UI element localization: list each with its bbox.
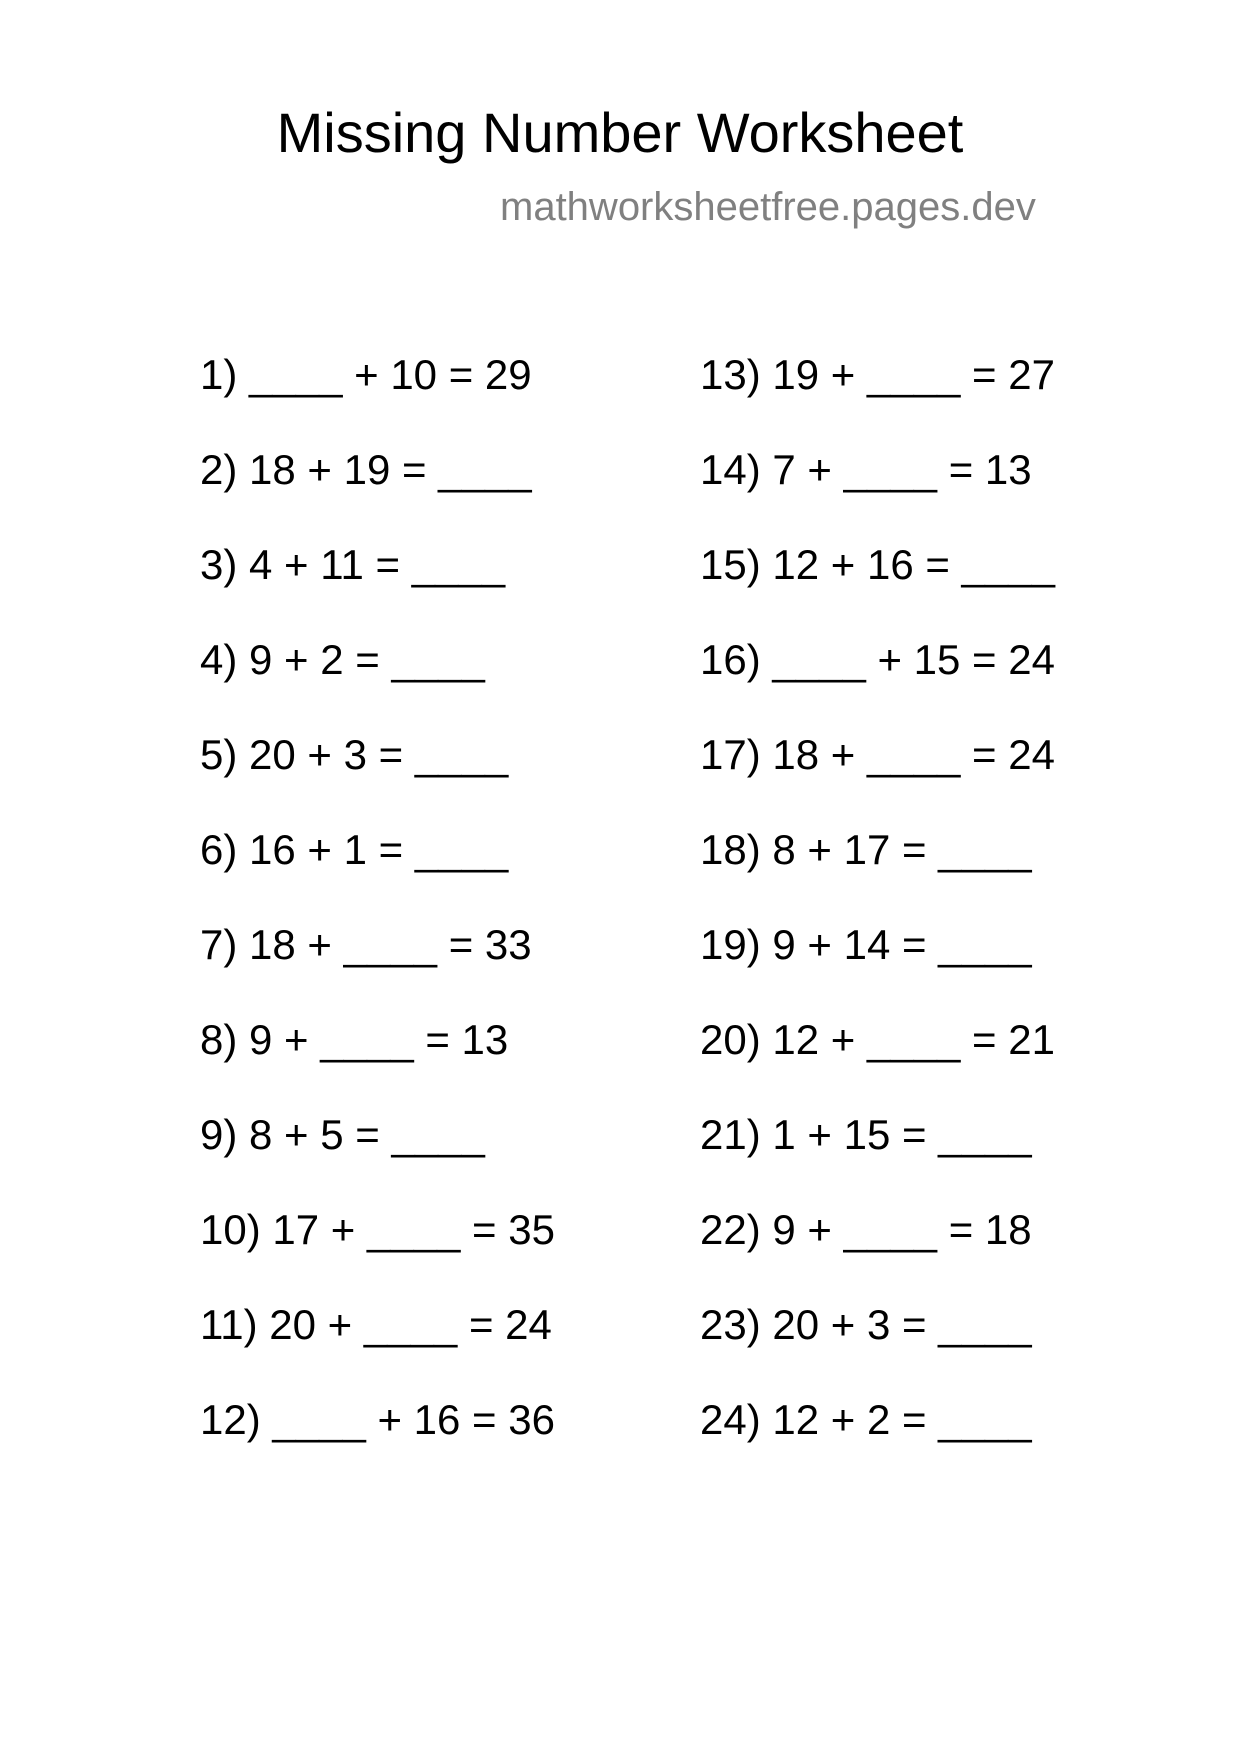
problem-22: 22) 9 + ____ = 18: [700, 1206, 1032, 1253]
problem-15: 15) 12 + 16 = ____: [700, 541, 1055, 588]
problem-2: 2) 18 + 19 = ____: [200, 446, 532, 493]
problem-column-right: [700, 350, 1055, 1490]
problem-21: 21) 1 + 15 = ____: [700, 1111, 1032, 1158]
problem-3: 3) 4 + 11 = ____: [200, 541, 506, 588]
problem-1: 1) ____ + 10 = 29: [200, 351, 532, 398]
problem-16: 16) ____ + 15 = 24: [700, 636, 1055, 683]
problem-column-left: [200, 350, 555, 1490]
worksheet-title: Missing Number Worksheet: [276, 101, 964, 164]
problem-7: 7) 18 + ____ = 33: [200, 921, 532, 968]
problem-12: 12) ____ + 16 = 36: [200, 1396, 555, 1443]
problem-14: 14) 7 + ____ = 13: [700, 446, 1032, 493]
problem-19: 19) 9 + 14 = ____: [700, 921, 1032, 968]
problem-5: 5) 20 + 3 = ____: [200, 731, 509, 778]
problem-24: 24) 12 + 2 = ____: [700, 1396, 1032, 1443]
problem-8: 8) 9 + ____ = 13: [200, 1016, 509, 1063]
website-url: mathworksheetfree.pages.dev: [500, 185, 1036, 229]
problem-23: 23) 20 + 3 = ____: [700, 1301, 1032, 1348]
problem-4: 4) 9 + 2 = ____: [200, 636, 485, 683]
problem-20: 20) 12 + ____ = 21: [700, 1016, 1055, 1063]
problem-17: 17) 18 + ____ = 24: [700, 731, 1055, 778]
problem-11: 11) 20 + ____ = 24: [200, 1301, 552, 1348]
problem-6: 6) 16 + 1 = ____: [200, 826, 509, 873]
problem-13: 13) 19 + ____ = 27: [700, 351, 1055, 398]
problem-9: 9) 8 + 5 = ____: [200, 1111, 485, 1158]
problem-10: 10) 17 + ____ = 35: [200, 1206, 555, 1253]
problem-18: 18) 8 + 17 = ____: [700, 826, 1032, 873]
